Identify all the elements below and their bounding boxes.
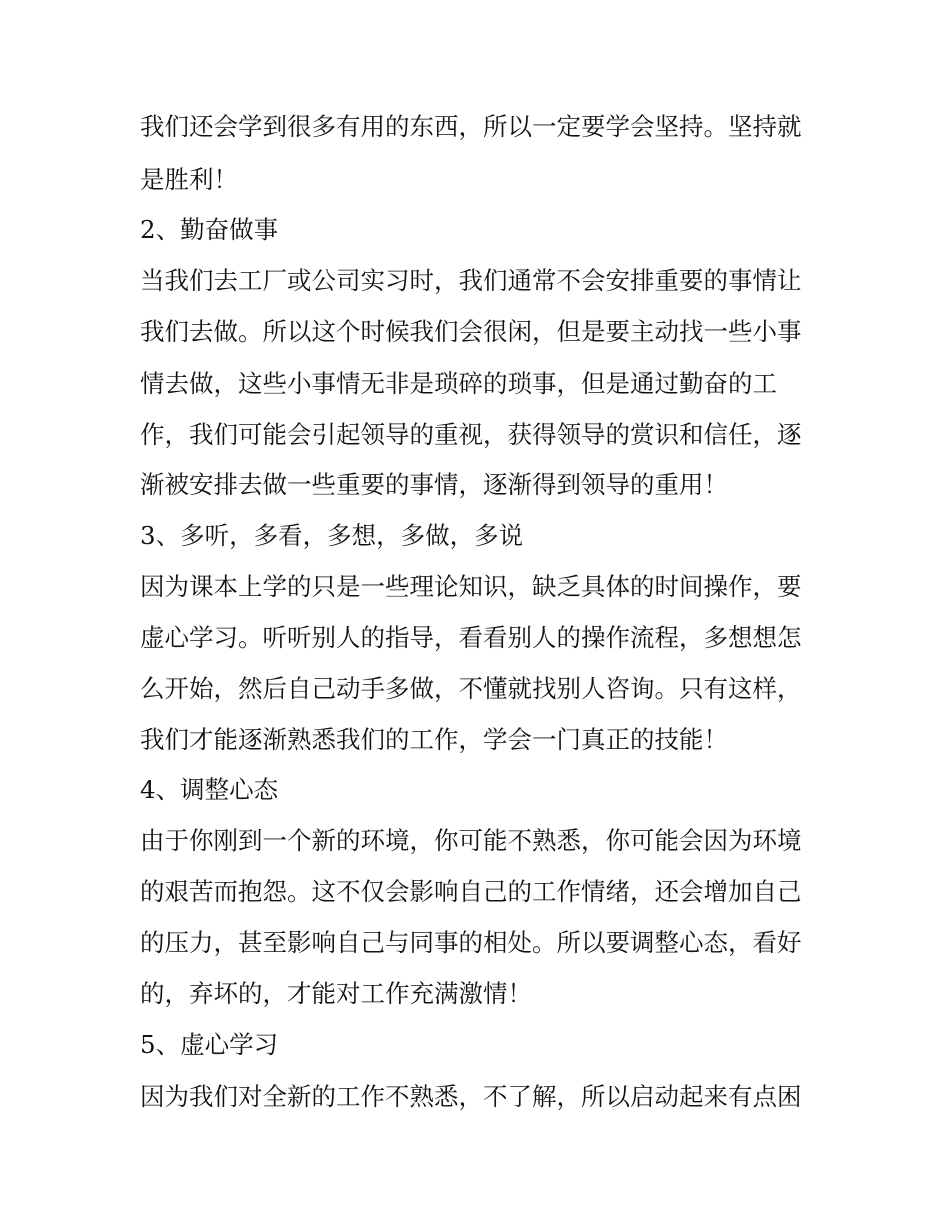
paragraph-line: 我们才能逐渐熟悉我们的工作，学会一门真正的技能！ <box>140 725 728 754</box>
paragraph-line: 的艰苦而抱怨。这不仅会影响自己的工作情绪，还会增加自己 <box>140 877 802 906</box>
paragraph-line: 作，我们可能会引起领导的重视，获得领导的赏识和信任，逐 <box>140 420 802 449</box>
paragraph-line: 是胜利！ <box>140 165 238 194</box>
paragraph-line: 情去做，这些小事情无非是琐碎的琐事，但是通过勤奋的工 <box>140 369 777 398</box>
section-heading: 2、勤奋做事 <box>140 215 279 244</box>
paragraph-line: 渐被安排去做一些重要的事情，逐渐得到领导的重用！ <box>140 470 728 499</box>
section-heading: 4、调整心态 <box>140 775 279 804</box>
paragraph-line: 因为课本上学的只是一些理论知识，缺乏具体的时间操作，要 <box>140 572 802 601</box>
section-heading: 5、虚心学习 <box>140 1030 279 1059</box>
paragraph-line: 因为我们对全新的工作不熟悉，不了解，所以启动起来有点困 <box>140 1082 802 1111</box>
paragraph-line: 的，弃坏的，才能对工作充满激情！ <box>140 979 532 1008</box>
paragraph-line: 由于你刚到一个新的环境，你可能不熟悉，你可能会因为环境 <box>140 826 802 855</box>
paragraph-line: 虚心学习。听听别人的指导，看看别人的操作流程，多想想怎 <box>140 623 802 652</box>
paragraph-line: 我们去做。所以这个时候我们会很闲，但是要主动找一些小事 <box>140 317 802 346</box>
section-heading: 3、多听，多看，多想，多做，多说 <box>140 521 524 550</box>
paragraph-line: 当我们去工厂或公司实习时，我们通常不会安排重要的事情让 <box>140 266 802 295</box>
paragraph-line: 我们还会学到很多有用的东西，所以一定要学会坚持。坚持就 <box>140 112 802 141</box>
paragraph-line: 么开始，然后自己动手多做，不懂就找别人咨询。只有这样， <box>140 674 802 703</box>
paragraph-line: 的压力，甚至影响自己与同事的相处。所以要调整心态，看好 <box>140 928 802 957</box>
